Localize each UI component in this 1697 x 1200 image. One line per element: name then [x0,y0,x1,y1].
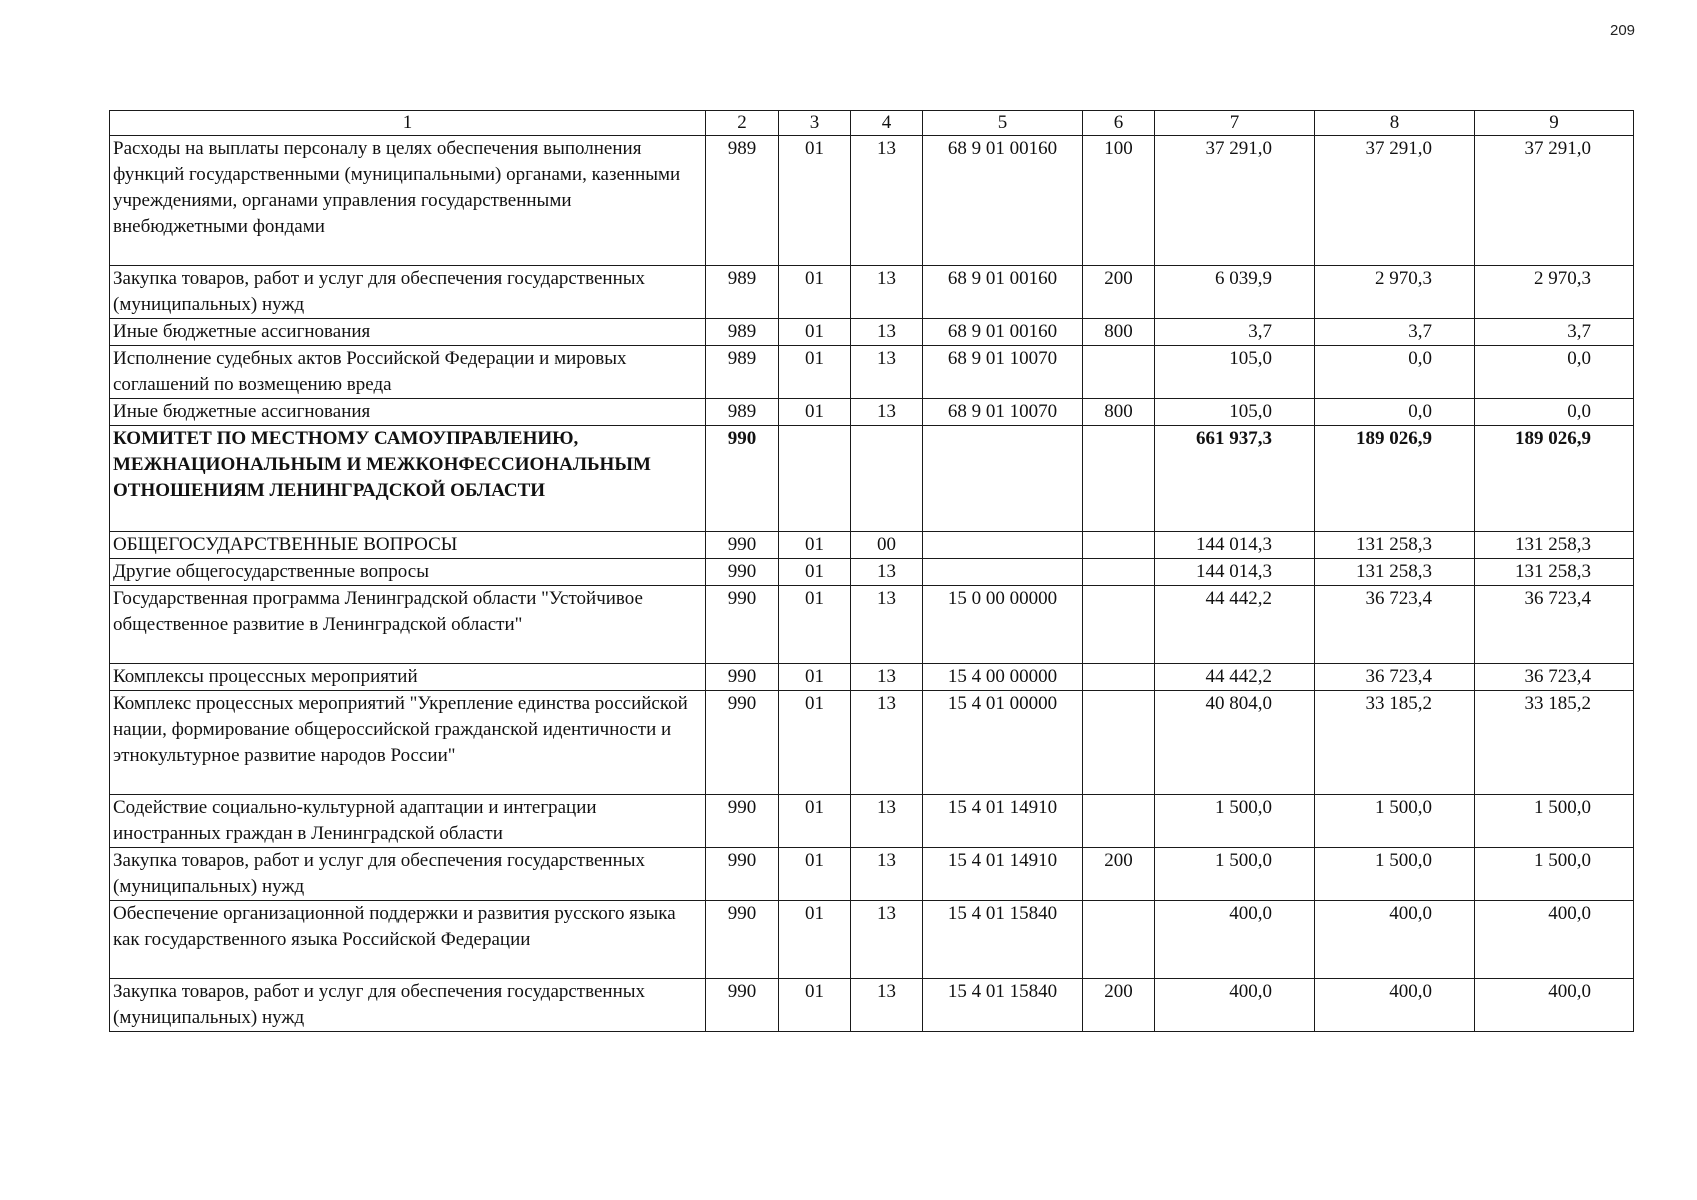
table-row [110,795,1634,848]
section-code-cell [779,426,851,532]
target-article-cell [923,426,1083,532]
grbs-code-cell: 990 [706,426,779,532]
grbs-code-cell: 990 [706,691,779,795]
sum-year-1-cell: 144 014,3 [1155,532,1315,559]
sum-year-2-cell: 36 723,4 [1315,664,1475,691]
expense-name-cell: Закупка товаров, работ и услуг для обеспечения государственных (муниципальных) нужд [110,979,706,1032]
sum-year-2-cell: 0,0 [1315,399,1475,426]
subsection-code-cell: 13 [851,319,923,346]
column-number: 3 [779,111,851,136]
grbs-code-cell: 989 [706,346,779,399]
section-code-cell: 01 [779,136,851,266]
section-code-cell: 01 [779,346,851,399]
expense-type-cell: 200 [1083,848,1155,901]
table-row [110,664,1634,691]
grbs-code-cell: 989 [706,399,779,426]
target-article-cell: 15 0 00 00000 [923,586,1083,664]
table-row [110,848,1634,901]
table-row [110,266,1634,319]
sum-year-3-cell: 3,7 [1475,319,1634,346]
sum-year-1-cell: 44 442,2 [1155,664,1315,691]
grbs-code-cell: 990 [706,586,779,664]
expense-name-cell: Комплексы процессных мероприятий [110,664,706,691]
subsection-code-cell: 13 [851,664,923,691]
target-article-cell: 15 4 01 15840 [923,901,1083,979]
expense-name-cell: Государственная программа Ленинградской области "Устойчивое общественное развитие в Ленинградской области" [110,586,706,664]
table-row [110,426,1634,532]
column-number: 7 [1155,111,1315,136]
column-number: 8 [1315,111,1475,136]
subsection-code-cell: 00 [851,532,923,559]
sum-year-3-cell: 2 970,3 [1475,266,1634,319]
subsection-code-cell: 13 [851,848,923,901]
target-article-cell: 15 4 01 14910 [923,848,1083,901]
sum-year-3-cell: 33 185,2 [1475,691,1634,795]
grbs-code-cell: 990 [706,901,779,979]
grbs-code-cell: 990 [706,979,779,1032]
subsection-code-cell: 13 [851,901,923,979]
sum-year-3-cell: 131 258,3 [1475,532,1634,559]
expense-type-cell [1083,691,1155,795]
expense-type-cell: 200 [1083,266,1155,319]
section-code-cell: 01 [779,901,851,979]
section-code-cell: 01 [779,559,851,586]
expense-name-cell: ОБЩЕГОСУДАРСТВЕННЫЕ ВОПРОСЫ [110,532,706,559]
sum-year-2-cell: 400,0 [1315,901,1475,979]
expense-type-cell [1083,901,1155,979]
sum-year-1-cell: 37 291,0 [1155,136,1315,266]
expense-name-cell: Закупка товаров, работ и услуг для обеспечения государственных (муниципальных) нужд [110,848,706,901]
sum-year-1-cell: 1 500,0 [1155,795,1315,848]
table-row [110,901,1634,979]
table-row [110,532,1634,559]
grbs-code-cell: 989 [706,136,779,266]
expense-name-cell: Закупка товаров, работ и услуг для обеспечения государственных (муниципальных) нужд [110,266,706,319]
page-number: 209 [1610,22,1636,39]
sum-year-2-cell: 131 258,3 [1315,559,1475,586]
sum-year-1-cell: 105,0 [1155,346,1315,399]
expense-type-cell: 100 [1083,136,1155,266]
sum-year-2-cell: 36 723,4 [1315,586,1475,664]
sum-year-2-cell: 131 258,3 [1315,532,1475,559]
sum-year-2-cell: 33 185,2 [1315,691,1475,795]
sum-year-3-cell: 131 258,3 [1475,559,1634,586]
subsection-code-cell: 13 [851,399,923,426]
table-row [110,346,1634,399]
grbs-code-cell: 990 [706,664,779,691]
sum-year-1-cell: 3,7 [1155,319,1315,346]
expense-type-cell [1083,532,1155,559]
section-code-cell: 01 [779,586,851,664]
column-number: 6 [1083,111,1155,136]
sum-year-1-cell: 40 804,0 [1155,691,1315,795]
subsection-code-cell: 13 [851,979,923,1032]
target-article-cell: 68 9 01 10070 [923,346,1083,399]
grbs-code-cell: 990 [706,532,779,559]
target-article-cell: 68 9 01 10070 [923,399,1083,426]
section-code-cell: 01 [779,532,851,559]
table-row [110,979,1634,1032]
expense-type-cell [1083,346,1155,399]
section-code-cell: 01 [779,399,851,426]
expense-type-cell [1083,426,1155,532]
sum-year-1-cell: 400,0 [1155,901,1315,979]
expense-name-cell: Иные бюджетные ассигнования [110,399,706,426]
grbs-code-cell: 989 [706,266,779,319]
expense-type-cell [1083,559,1155,586]
section-code-cell: 01 [779,795,851,848]
table-body [110,136,1634,1032]
section-code-cell: 01 [779,691,851,795]
sum-year-3-cell: 1 500,0 [1475,848,1634,901]
target-article-cell: 68 9 01 00160 [923,319,1083,346]
expense-type-cell [1083,586,1155,664]
subsection-code-cell: 13 [851,559,923,586]
table-row [110,586,1634,664]
sum-year-2-cell: 0,0 [1315,346,1475,399]
sum-year-2-cell: 37 291,0 [1315,136,1475,266]
target-article-cell: 68 9 01 00160 [923,266,1083,319]
sum-year-3-cell: 189 026,9 [1475,426,1634,532]
expense-name-cell: КОМИТЕТ ПО МЕСТНОМУ САМОУПРАВЛЕНИЮ, МЕЖНАЦИОНАЛЬНЫМ И МЕЖКОНФЕССИОНАЛЬНЫМ ОТНОШЕНИЯМ ЛЕНИНГРАДСКОЙ ОБЛАСТИ [110,426,706,532]
sum-year-1-cell: 1 500,0 [1155,848,1315,901]
sum-year-2-cell: 1 500,0 [1315,848,1475,901]
sum-year-1-cell: 661 937,3 [1155,426,1315,532]
sum-year-2-cell: 189 026,9 [1315,426,1475,532]
sum-year-1-cell: 44 442,2 [1155,586,1315,664]
sum-year-1-cell: 105,0 [1155,399,1315,426]
column-number: 1 [110,111,706,136]
grbs-code-cell: 990 [706,795,779,848]
sum-year-1-cell: 6 039,9 [1155,266,1315,319]
sum-year-2-cell: 1 500,0 [1315,795,1475,848]
target-article-cell [923,532,1083,559]
sum-year-3-cell: 36 723,4 [1475,586,1634,664]
subsection-code-cell [851,426,923,532]
column-number: 9 [1475,111,1634,136]
sum-year-1-cell: 144 014,3 [1155,559,1315,586]
section-code-cell: 01 [779,664,851,691]
sum-year-3-cell: 400,0 [1475,979,1634,1032]
grbs-code-cell: 989 [706,319,779,346]
expense-name-cell: Другие общегосударственные вопросы [110,559,706,586]
sum-year-2-cell: 400,0 [1315,979,1475,1032]
target-article-cell: 68 9 01 00160 [923,136,1083,266]
target-article-cell [923,559,1083,586]
expense-type-cell: 800 [1083,399,1155,426]
column-number: 2 [706,111,779,136]
sum-year-3-cell: 37 291,0 [1475,136,1634,266]
target-article-cell: 15 4 01 14910 [923,795,1083,848]
expense-type-cell [1083,664,1155,691]
subsection-code-cell: 13 [851,691,923,795]
table-row [110,136,1634,266]
expense-type-cell [1083,795,1155,848]
sum-year-3-cell: 36 723,4 [1475,664,1634,691]
table-row [110,559,1634,586]
column-number: 4 [851,111,923,136]
section-code-cell: 01 [779,319,851,346]
expense-name-cell: Комплекс процессных мероприятий "Укрепление единства российской нации, формирование общероссийской гражданской идентичности и этнокультурное развитие народов России" [110,691,706,795]
expense-name-cell: Обеспечение организационной поддержки и развития русского языка как государственного языка Российской Федерации [110,901,706,979]
subsection-code-cell: 13 [851,136,923,266]
expense-name-cell: Содействие социально-культурной адаптации и интеграции иностранных граждан в Ленинградской области [110,795,706,848]
expense-name-cell: Исполнение судебных актов Российской Федерации и мировых соглашений по возмещению вреда [110,346,706,399]
budget-table [109,110,1634,1032]
sum-year-3-cell: 1 500,0 [1475,795,1634,848]
target-article-cell: 15 4 01 15840 [923,979,1083,1032]
sum-year-2-cell: 2 970,3 [1315,266,1475,319]
section-code-cell: 01 [779,848,851,901]
grbs-code-cell: 990 [706,559,779,586]
sum-year-3-cell: 400,0 [1475,901,1634,979]
expense-name-cell: Иные бюджетные ассигнования [110,319,706,346]
table-row [110,319,1634,346]
table-row [110,399,1634,426]
expense-name-cell: Расходы на выплаты персоналу в целях обеспечения выполнения функций государственными (муниципальными) органами, казенными учреждениями, органами управления государственными внебюджетными фондами [110,136,706,266]
expense-type-cell: 200 [1083,979,1155,1032]
section-code-cell: 01 [779,266,851,319]
subsection-code-cell: 13 [851,795,923,848]
target-article-cell: 15 4 01 00000 [923,691,1083,795]
sum-year-2-cell: 3,7 [1315,319,1475,346]
expense-type-cell: 800 [1083,319,1155,346]
target-article-cell: 15 4 00 00000 [923,664,1083,691]
subsection-code-cell: 13 [851,346,923,399]
grbs-code-cell: 990 [706,848,779,901]
sum-year-1-cell: 400,0 [1155,979,1315,1032]
subsection-code-cell: 13 [851,586,923,664]
section-code-cell: 01 [779,979,851,1032]
sum-year-3-cell: 0,0 [1475,399,1634,426]
table-header-row [110,111,1634,136]
table-row [110,691,1634,795]
subsection-code-cell: 13 [851,266,923,319]
column-number: 5 [923,111,1083,136]
sum-year-3-cell: 0,0 [1475,346,1634,399]
